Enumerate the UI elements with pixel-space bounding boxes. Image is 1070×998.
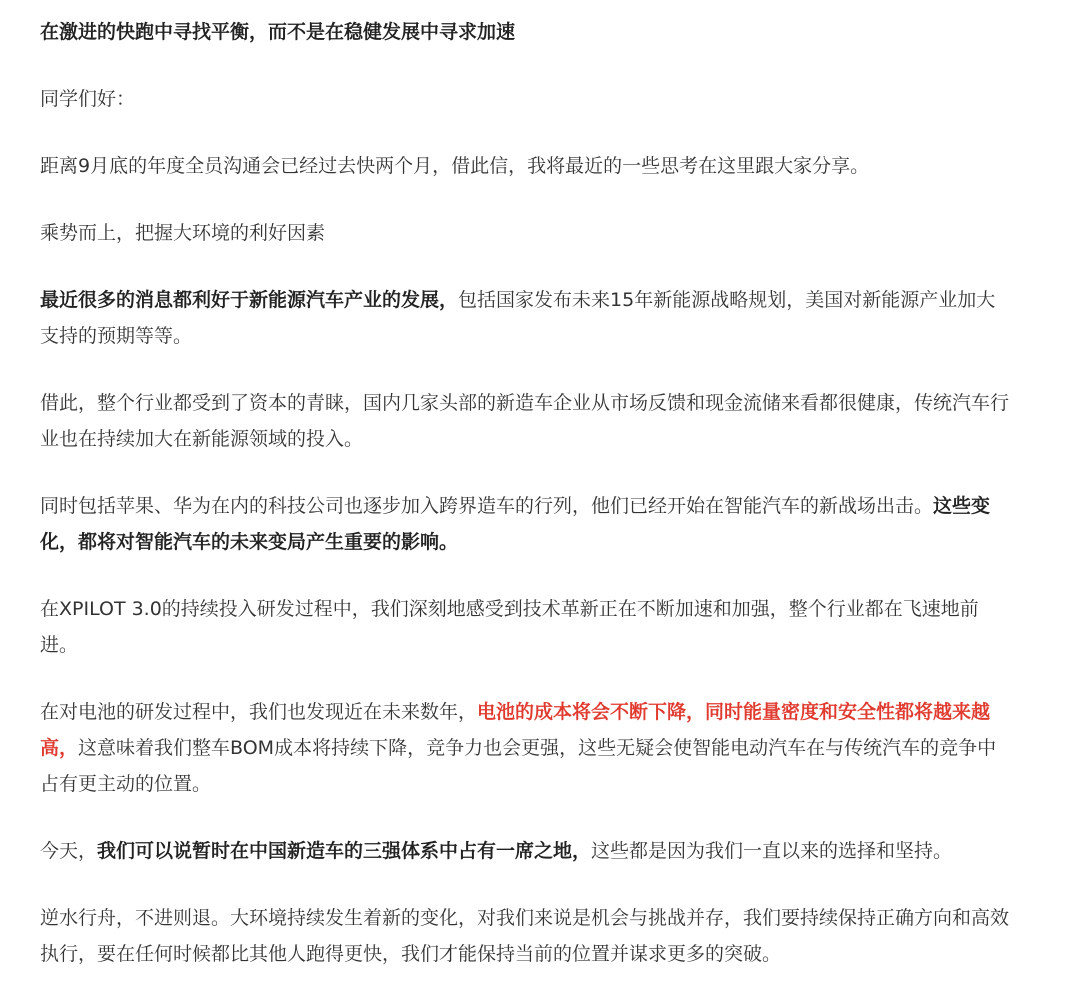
paragraph-1: 距离9月底的年度全员沟通会已经过去快两个月，借此信，我将最近的一些思考在这里跟大家分享。 [40,155,870,177]
paragraph-6-text-start: 在对电池的研发过程中，我们也发现近在未来数年， [40,701,478,723]
paragraph-2 [40,282,1010,354]
paragraph-4-text: 同时包括苹果、华为在内的科技公司也逐步加入跨界造车的行列，他们已经开始在智能汽车的新战场出击。 [40,495,934,517]
article-title: 在激进的快跑中寻找平衡，而不是在稳健发展中寻求加速 [40,21,516,43]
paragraph-8: 逆水行舟，不进则退。大环境持续发生着新的变化，对我们来说是机会与挑战并存，我们要持续保持正确方向和高效执行，要在任何时候都比其他人跑得更快，我们才能保持当前的位置并谋求更多的突破。 [40,907,1010,965]
paragraph-5: 在XPILOT 3.0的持续投入研发过程中，我们深刻地感受到技术革新正在不断加速和加强，整个行业都在飞速地前进。 [40,598,979,656]
paragraph-2-bold: 最近很多的消息都利好于新能源汽车产业的发展， [40,289,459,311]
paragraph-7-text-rest: 这些都是因为我们一直以来的选择和坚持。 [591,840,953,862]
section-heading: 乘势而上，把握大环境的利好因素 [40,222,326,244]
paragraph-7-text-start: 今天， [40,840,98,862]
paragraph-6 [40,694,1010,802]
paragraph-6-text-rest: 这意味着我们整车BOM成本将持续下降，竞争力也会更强，这些无疑会使智能电动汽车在与传统汽车的竞争中占有更主动的位置。 [40,737,997,795]
greeting: 同学们好： [40,88,136,110]
paragraph-7 [40,833,1010,869]
paragraph-6-red-highlight: 电池的成本将会不断下降，同时能量密度和安全性都将越来越高， [40,701,991,759]
paragraph-7-bold: 我们可以说暂时在中国新造车的三强体系中占有一席之地， [97,840,592,862]
paragraph-4-bold: 这些变化，都将对智能汽车的未来变局产生重要的影响。 [40,495,991,553]
paragraph-2-text: 包括国家发布未来15年新能源战略规划，美国对新能源产业加大支持的预期等等。 [40,289,996,347]
paragraph-4 [40,488,1010,560]
paragraph-3: 借此，整个行业都受到了资本的青睐，国内几家头部的新造车企业从市场反馈和现金流储来看都很健康，传统汽车行业也在持续加大在新能源领域的投入。 [40,392,1010,450]
